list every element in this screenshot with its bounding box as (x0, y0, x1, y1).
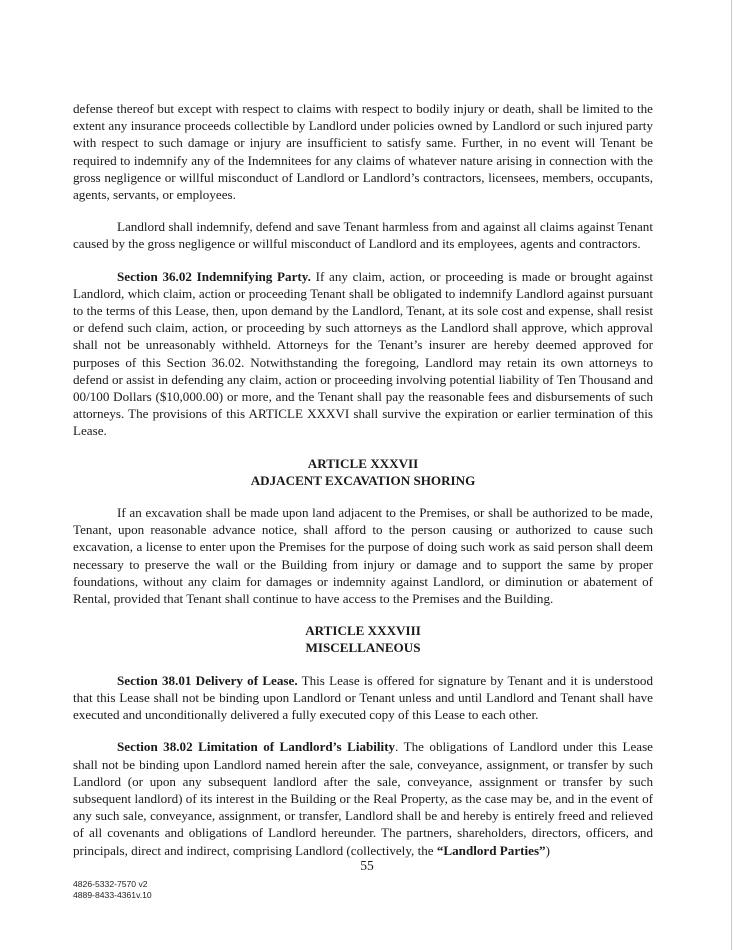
paragraph-landlord-indemnity: Landlord shall indemnify, defend and save Tenant harmless from and against all claims against Tenant caused by the gross negligence or willful misconduct of Landlord and its employees, agents and contractors. (73, 219, 653, 252)
section-36-02-text: If any claim, action, or proceeding is made or brought against Landlord, which claim, action or proceeding Tenant shall be obligated to indemnify Landlord against pursuant to the terms of this Lease, then, upon demand by the Landlord, Tenant, at its sole cost and expense, shall resist or defend such claim, action, or proceeding by such attorneys as the Landlord shall approve, which approval shall not be unreasonably withheld. Attorneys for the Tenant’s insurer are hereby deemed approved for purposes of this Section 36.02. Notwithstanding the foregoing, Landlord may retain its own attorneys to defend or assist in defending any claim, action or proceeding involving potential liability of Ten Thousand and 00/100 Dollars ($10,000.00) or more, and the Tenant shall pay the reasonable fees and disbursements of such attorneys. The provisions of this ARTICLE XXXVI shall survive the expiration or earlier termination of this Lease. (73, 268, 653, 439)
page-number: 55 (360, 858, 374, 873)
article-37-title: ADJACENT EXCAVATION SHORING (250, 472, 476, 488)
article-37-number: ARTICLE XXXVII (307, 455, 419, 471)
landlord-parties-term: “Landlord Parties” (436, 842, 546, 858)
document-ids (73, 879, 152, 901)
paragraph-section-38-01 (73, 672, 653, 724)
article-38-heading (73, 622, 653, 656)
scan-edge-line (731, 0, 732, 950)
page-body (73, 100, 653, 874)
section-38-01-text: This Lease is offered for signature by Tenant and it is understood that this Lease shall not be binding upon Landlord or Tenant unless and until Landlord and Tenant shall have executed and unconditionally delivered a fully executed copy of this Lease to each other. (73, 672, 653, 723)
paragraph-excavation: If an excavation shall be made upon land adjacent to the Premises, or shall be authorized to be made, Tenant, upon reasonable advance notice, shall afford to the person causing or authorized to cause such excavation, a license to enter upon the Premises for the purpose of doing such work as said person shall deem necessary to preserve the wall or the Building from injury or damage and to support the same by proper foundations, without any claim for damages or indemnity against Landlord, or diminution or abatement of Rental, provided that Tenant shall continue to have access to the Premises and the Building. (73, 505, 653, 607)
doc-id-2: 4889-8433-4361v.10 (73, 890, 152, 900)
paragraph-section-36-02 (73, 268, 653, 440)
doc-id-1: 4826-5332-7570 v2 (73, 879, 148, 889)
article-37-heading (73, 455, 653, 489)
article-38-title: MISCELLANEOUS (305, 640, 421, 656)
section-38-01-title: Section 38.01 Delivery of Lease. (117, 672, 298, 688)
paragraph-section-38-02 (73, 738, 653, 858)
section-38-02-text: . The obligations of Landlord under this Lease shall not be binding upon Landlord named herein after the sale, conveyance, assignment, or transfer by such Landlord (or upon any subsequent landlord after the sale, conveyance, assignment or transfer by such subsequent landlord) of its interest in the Building or the Real Property, as the case may be, and in the event of any such sale, conveyance, assignment, or transfer, Landlord shall be and hereby is entirely freed and relieved of all covenants and obligations of Landlord hereunder. The partners, shareholders, directors, officers, and principals, direct and indirect, comprising Landlord (collectively, the (73, 739, 653, 858)
section-38-02-end: ) (545, 842, 550, 858)
section-38-02-title: Section 38.02 Limitation of Landlord’s Liability (117, 739, 396, 755)
article-38-number: ARTICLE XXXVIII (305, 623, 421, 639)
paragraph-indemnity-limit: defense thereof but except with respect to claims with respect to bodily injury or death, shall be limited to the extent any insurance proceeds collectible by Landlord under policies owned by Landlord or such injured party with respect to such damage or injury are insufficient to satisfy same. Further, in no event will Tenant be required to indemnify any of the Indemnitees for any claims of whatever nature arising in connection with the gross negligence or willful misconduct of Landlord or Landlord’s contractors, licensees, members, occupants, agents, servants, or employees. (73, 101, 653, 203)
section-36-02-title: Section 36.02 Indemnifying Party. (117, 268, 311, 284)
